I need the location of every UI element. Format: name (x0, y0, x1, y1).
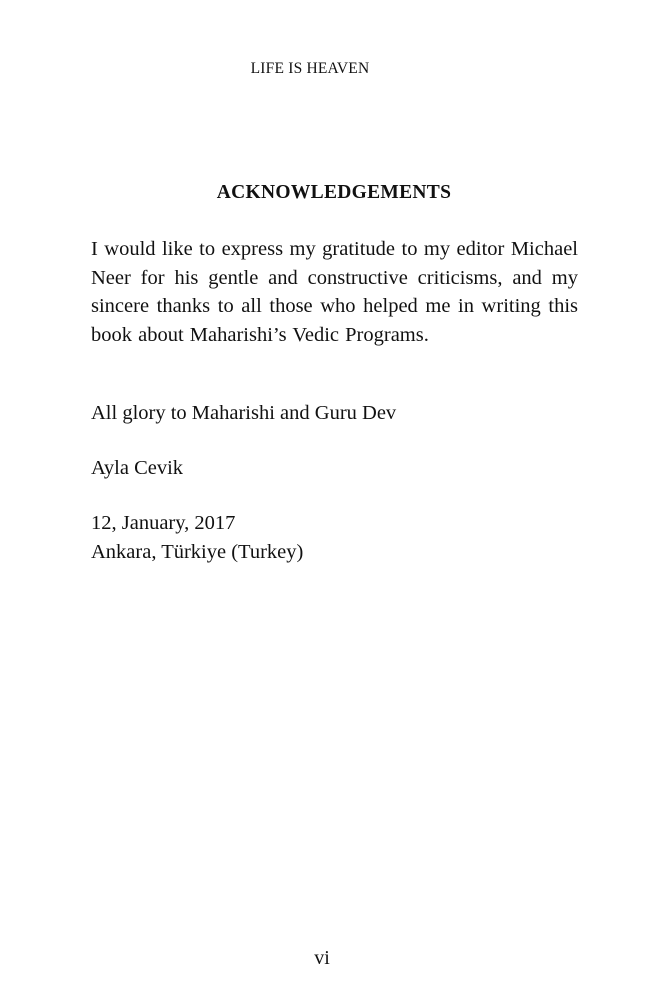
page-number: vi (314, 947, 330, 969)
acknowledgement-paragraph: I would like to express my gratitude to my editor Michael Neer for his gentle and constructive criticisms, and my sincere thanks to all those who helped me in writing this book about Maharishi’s Vedic Programs. (91, 238, 578, 346)
signing-place: Ankara, Türkiye (Turkey) (91, 540, 304, 563)
running-header: LIFE IS HEAVEN (250, 60, 370, 77)
dedication-line: All glory to Maharishi and Guru Dev (91, 402, 397, 424)
signing-date: 12, January, 2017 (91, 512, 236, 534)
author-signature: Ayla Cevik (91, 457, 184, 479)
date-place-block (91, 509, 578, 566)
section-title: ACKNOWLEDGEMENTS (216, 182, 452, 203)
